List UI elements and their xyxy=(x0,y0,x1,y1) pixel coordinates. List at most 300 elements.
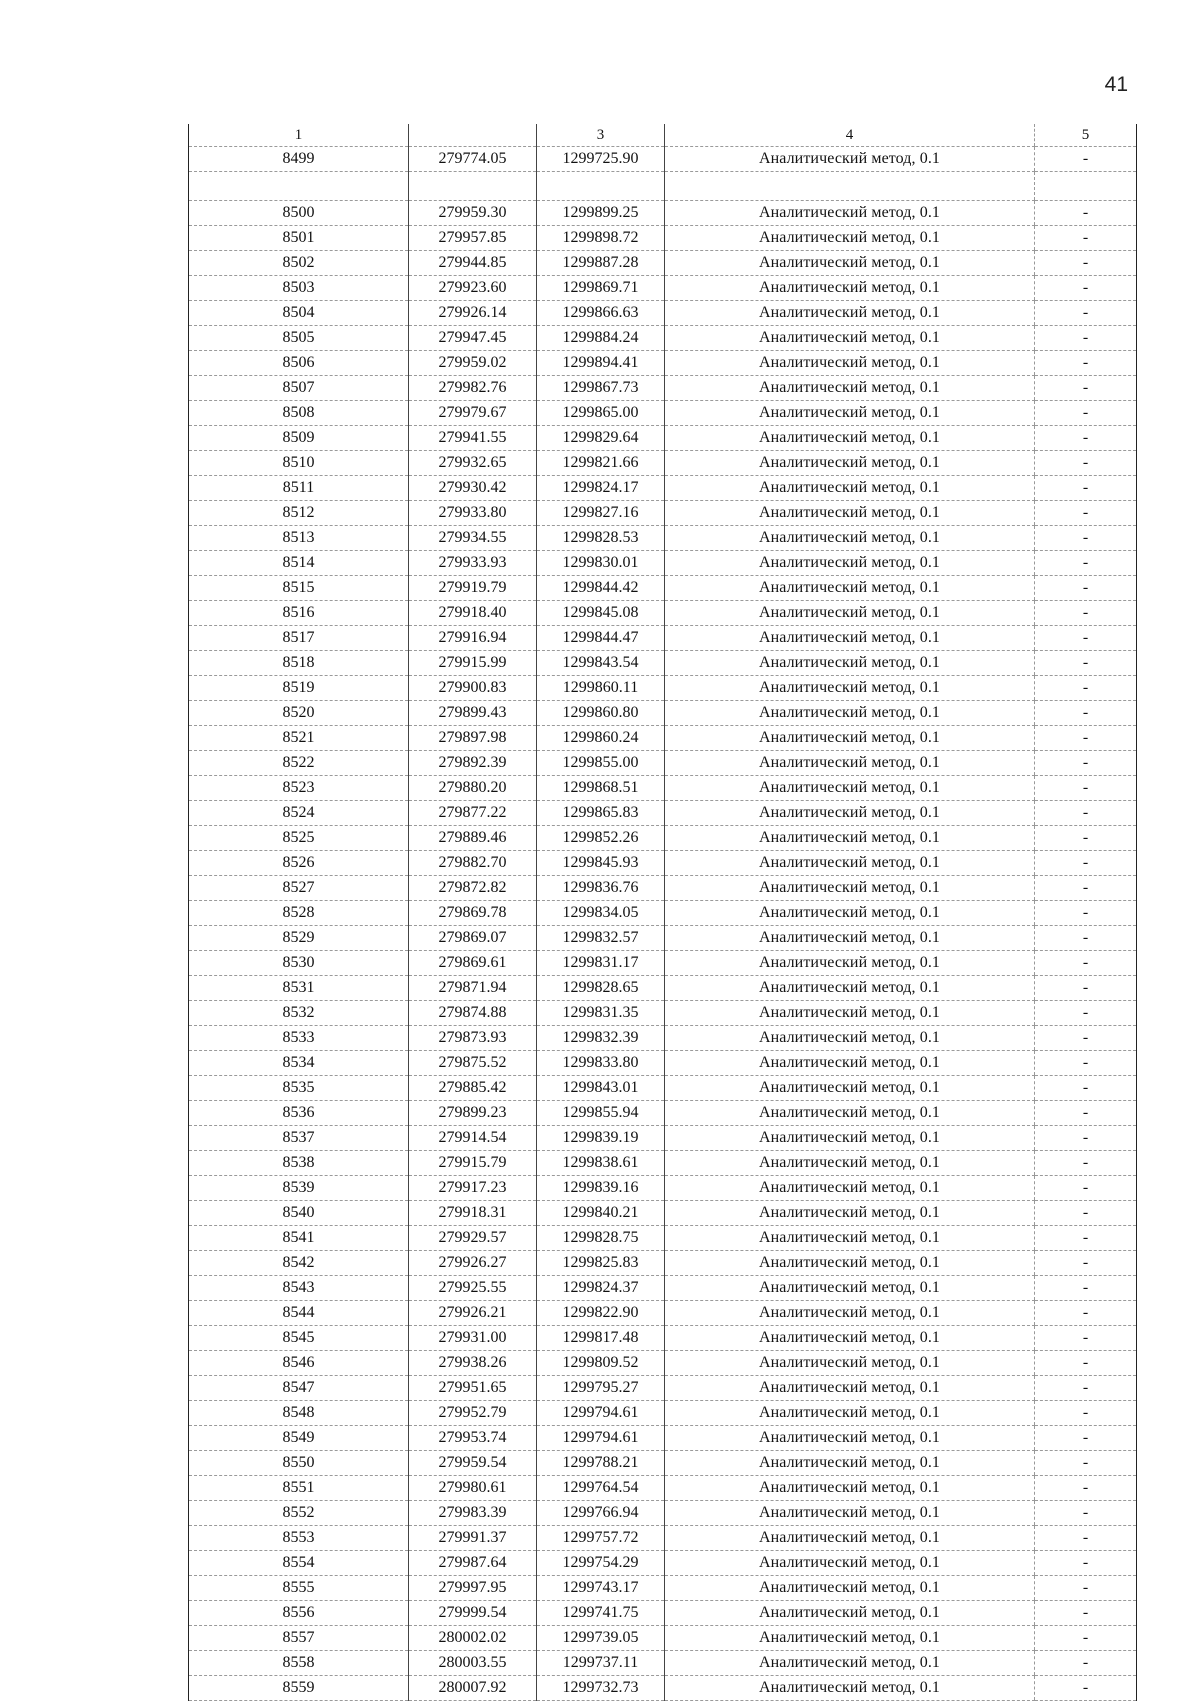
table-row xyxy=(189,826,1137,851)
point-number: 8555 xyxy=(189,1576,409,1601)
note-cell: - xyxy=(1035,601,1137,626)
table-row xyxy=(189,876,1137,901)
note-cell: - xyxy=(1035,1226,1137,1251)
method-cell: Аналитический метод, 0.1 xyxy=(665,451,1035,476)
point-number: 8510 xyxy=(189,451,409,476)
y-coordinate: 1299894.41 xyxy=(537,351,665,376)
x-coordinate: 279918.31 xyxy=(409,1201,537,1226)
y-coordinate: 1299867.73 xyxy=(537,376,665,401)
x-coordinate: 279917.23 xyxy=(409,1176,537,1201)
x-coordinate: 279982.76 xyxy=(409,376,537,401)
y-coordinate: 1299809.52 xyxy=(537,1351,665,1376)
point-number: 8503 xyxy=(189,276,409,301)
y-coordinate: 1299839.19 xyxy=(537,1126,665,1151)
table-row xyxy=(189,1426,1137,1451)
table-row xyxy=(189,1176,1137,1201)
x-coordinate: 279929.57 xyxy=(409,1226,537,1251)
table-row xyxy=(189,901,1137,926)
point-number: 8523 xyxy=(189,776,409,801)
x-coordinate: 279934.55 xyxy=(409,526,537,551)
y-coordinate: 1299868.51 xyxy=(537,776,665,801)
y-coordinate: 1299766.94 xyxy=(537,1501,665,1526)
y-coordinate: 1299827.16 xyxy=(537,501,665,526)
note-cell: - xyxy=(1035,1476,1137,1501)
point-number: 8543 xyxy=(189,1276,409,1301)
table-row xyxy=(189,776,1137,801)
y-coordinate: 1299795.27 xyxy=(537,1376,665,1401)
x-coordinate: 279926.21 xyxy=(409,1301,537,1326)
note-cell: - xyxy=(1035,1326,1137,1351)
x-coordinate: 279872.82 xyxy=(409,876,537,901)
point-number: 8544 xyxy=(189,1301,409,1326)
method-cell: Аналитический метод, 0.1 xyxy=(665,1226,1035,1251)
note-cell: - xyxy=(1035,1376,1137,1401)
x-coordinate: 279959.30 xyxy=(409,201,537,226)
y-coordinate: 1299860.80 xyxy=(537,701,665,726)
table-row xyxy=(189,1026,1137,1051)
y-coordinate: 1299830.01 xyxy=(537,551,665,576)
table-row xyxy=(189,1251,1137,1276)
point-number: 8559 xyxy=(189,1676,409,1701)
note-cell: - xyxy=(1035,301,1137,326)
y-coordinate: 1299855.94 xyxy=(537,1101,665,1126)
note-cell: - xyxy=(1035,1401,1137,1426)
table-row xyxy=(189,501,1137,526)
point-number: 8546 xyxy=(189,1351,409,1376)
x-coordinate: 279932.65 xyxy=(409,451,537,476)
method-cell: Аналитический метод, 0.1 xyxy=(665,501,1035,526)
x-coordinate: 279916.94 xyxy=(409,626,537,651)
point-number: 8508 xyxy=(189,401,409,426)
method-cell: Аналитический метод, 0.1 xyxy=(665,376,1035,401)
x-coordinate: 279999.54 xyxy=(409,1601,537,1626)
note-cell: - xyxy=(1035,1426,1137,1451)
x-coordinate: 279918.40 xyxy=(409,601,537,626)
table-row xyxy=(189,676,1137,701)
spacer-cell xyxy=(1035,172,1137,201)
point-number: 8550 xyxy=(189,1451,409,1476)
y-coordinate: 1299844.42 xyxy=(537,576,665,601)
x-coordinate: 279897.98 xyxy=(409,726,537,751)
y-coordinate: 1299828.75 xyxy=(537,1226,665,1251)
x-coordinate: 279892.39 xyxy=(409,751,537,776)
table-row xyxy=(189,276,1137,301)
method-cell: Аналитический метод, 0.1 xyxy=(665,976,1035,1001)
x-coordinate: 279925.55 xyxy=(409,1276,537,1301)
point-number: 8509 xyxy=(189,426,409,451)
point-number: 8558 xyxy=(189,1651,409,1676)
y-coordinate: 1299838.61 xyxy=(537,1151,665,1176)
note-cell: - xyxy=(1035,626,1137,651)
note-cell: - xyxy=(1035,1151,1137,1176)
method-cell: Аналитический метод, 0.1 xyxy=(665,1476,1035,1501)
note-cell: - xyxy=(1035,1351,1137,1376)
x-coordinate: 279915.99 xyxy=(409,651,537,676)
table-row xyxy=(189,601,1137,626)
note-cell: - xyxy=(1035,1026,1137,1051)
x-coordinate: 279933.93 xyxy=(409,551,537,576)
x-coordinate: 279983.39 xyxy=(409,1501,537,1526)
x-coordinate: 280002.02 xyxy=(409,1626,537,1651)
x-coordinate: 279959.02 xyxy=(409,351,537,376)
y-coordinate: 1299860.11 xyxy=(537,676,665,701)
y-coordinate: 1299832.57 xyxy=(537,926,665,951)
method-cell: Аналитический метод, 0.1 xyxy=(665,1426,1035,1451)
note-cell: - xyxy=(1035,1501,1137,1526)
table-row xyxy=(189,1551,1137,1576)
header-col-5: 5 xyxy=(1035,124,1137,147)
point-number: 8521 xyxy=(189,726,409,751)
note-cell: - xyxy=(1035,501,1137,526)
y-coordinate: 1299839.16 xyxy=(537,1176,665,1201)
table-row xyxy=(189,951,1137,976)
note-cell: - xyxy=(1035,251,1137,276)
table-row xyxy=(189,1151,1137,1176)
note-cell: - xyxy=(1035,1676,1137,1701)
y-coordinate: 1299833.80 xyxy=(537,1051,665,1076)
method-cell: Аналитический метод, 0.1 xyxy=(665,1076,1035,1101)
point-number: 8541 xyxy=(189,1226,409,1251)
note-cell: - xyxy=(1035,1301,1137,1326)
x-coordinate: 279869.61 xyxy=(409,951,537,976)
point-number: 8527 xyxy=(189,876,409,901)
table-row xyxy=(189,1376,1137,1401)
y-coordinate: 1299831.35 xyxy=(537,1001,665,1026)
method-cell: Аналитический метод, 0.1 xyxy=(665,1301,1035,1326)
y-coordinate: 1299845.93 xyxy=(537,851,665,876)
note-cell: - xyxy=(1035,1176,1137,1201)
note-cell: - xyxy=(1035,226,1137,251)
method-cell: Аналитический метод, 0.1 xyxy=(665,676,1035,701)
table-row xyxy=(189,1001,1137,1026)
method-cell: Аналитический метод, 0.1 xyxy=(665,851,1035,876)
method-cell: Аналитический метод, 0.1 xyxy=(665,776,1035,801)
table-row xyxy=(189,701,1137,726)
table-row xyxy=(189,1301,1137,1326)
x-coordinate: 279979.67 xyxy=(409,401,537,426)
point-number: 8556 xyxy=(189,1601,409,1626)
point-number: 8542 xyxy=(189,1251,409,1276)
note-cell: - xyxy=(1035,951,1137,976)
x-coordinate: 279951.65 xyxy=(409,1376,537,1401)
table-row xyxy=(189,1451,1137,1476)
y-coordinate: 1299822.90 xyxy=(537,1301,665,1326)
method-cell: Аналитический метод, 0.1 xyxy=(665,276,1035,301)
header-col-1: 1 xyxy=(189,124,409,147)
point-number: 8517 xyxy=(189,626,409,651)
table-row xyxy=(189,1076,1137,1101)
x-coordinate: 279991.37 xyxy=(409,1526,537,1551)
table-row xyxy=(189,401,1137,426)
x-coordinate: 279899.43 xyxy=(409,701,537,726)
method-cell: Аналитический метод, 0.1 xyxy=(665,1376,1035,1401)
method-cell: Аналитический метод, 0.1 xyxy=(665,301,1035,326)
method-cell: Аналитический метод, 0.1 xyxy=(665,1451,1035,1476)
x-coordinate: 279871.94 xyxy=(409,976,537,1001)
point-number: 8554 xyxy=(189,1551,409,1576)
method-cell: Аналитический метод, 0.1 xyxy=(665,1651,1035,1676)
table-header-row xyxy=(189,124,1137,147)
y-coordinate: 1299794.61 xyxy=(537,1426,665,1451)
note-cell: - xyxy=(1035,776,1137,801)
note-cell: - xyxy=(1035,726,1137,751)
table-row xyxy=(189,651,1137,676)
method-cell: Аналитический метод, 0.1 xyxy=(665,826,1035,851)
point-number: 8551 xyxy=(189,1476,409,1501)
method-cell: Аналитический метод, 0.1 xyxy=(665,1626,1035,1651)
point-number: 8502 xyxy=(189,251,409,276)
y-coordinate: 1299899.25 xyxy=(537,201,665,226)
x-coordinate: 279874.88 xyxy=(409,1001,537,1026)
method-cell: Аналитический метод, 0.1 xyxy=(665,1576,1035,1601)
method-cell: Аналитический метод, 0.1 xyxy=(665,147,1035,172)
point-number: 8512 xyxy=(189,501,409,526)
table-row xyxy=(189,1351,1137,1376)
note-cell: - xyxy=(1035,1601,1137,1626)
point-number: 8545 xyxy=(189,1326,409,1351)
note-cell: - xyxy=(1035,276,1137,301)
method-cell: Аналитический метод, 0.1 xyxy=(665,601,1035,626)
note-cell: - xyxy=(1035,526,1137,551)
point-number: 8529 xyxy=(189,926,409,951)
note-cell: - xyxy=(1035,351,1137,376)
y-coordinate: 1299825.83 xyxy=(537,1251,665,1276)
y-coordinate: 1299855.00 xyxy=(537,751,665,776)
note-cell: - xyxy=(1035,1651,1137,1676)
note-cell: - xyxy=(1035,326,1137,351)
method-cell: Аналитический метод, 0.1 xyxy=(665,1276,1035,1301)
table-row xyxy=(189,147,1137,172)
note-cell: - xyxy=(1035,551,1137,576)
method-cell: Аналитический метод, 0.1 xyxy=(665,1101,1035,1126)
x-coordinate: 280007.92 xyxy=(409,1676,537,1701)
method-cell: Аналитический метод, 0.1 xyxy=(665,626,1035,651)
x-coordinate: 279959.54 xyxy=(409,1451,537,1476)
x-coordinate: 279952.79 xyxy=(409,1401,537,1426)
y-coordinate: 1299737.11 xyxy=(537,1651,665,1676)
table-row xyxy=(189,626,1137,651)
note-cell: - xyxy=(1035,1576,1137,1601)
note-cell: - xyxy=(1035,651,1137,676)
y-coordinate: 1299824.37 xyxy=(537,1276,665,1301)
x-coordinate: 279980.61 xyxy=(409,1476,537,1501)
table-row xyxy=(189,451,1137,476)
point-number: 8506 xyxy=(189,351,409,376)
y-coordinate: 1299754.29 xyxy=(537,1551,665,1576)
note-cell: - xyxy=(1035,826,1137,851)
point-number: 8538 xyxy=(189,1151,409,1176)
point-number: 8531 xyxy=(189,976,409,1001)
point-number: 8547 xyxy=(189,1376,409,1401)
method-cell: Аналитический метод, 0.1 xyxy=(665,1126,1035,1151)
y-coordinate: 1299829.64 xyxy=(537,426,665,451)
x-coordinate: 279941.55 xyxy=(409,426,537,451)
y-coordinate: 1299831.17 xyxy=(537,951,665,976)
y-coordinate: 1299884.24 xyxy=(537,326,665,351)
point-number: 8522 xyxy=(189,751,409,776)
point-number: 8525 xyxy=(189,826,409,851)
point-number: 8553 xyxy=(189,1526,409,1551)
point-number: 8514 xyxy=(189,551,409,576)
note-cell: - xyxy=(1035,201,1137,226)
method-cell: Аналитический метод, 0.1 xyxy=(665,201,1035,226)
method-cell: Аналитический метод, 0.1 xyxy=(665,426,1035,451)
table-row xyxy=(189,1126,1137,1151)
x-coordinate: 279919.79 xyxy=(409,576,537,601)
note-cell: - xyxy=(1035,476,1137,501)
x-coordinate: 279987.64 xyxy=(409,1551,537,1576)
point-number: 8552 xyxy=(189,1501,409,1526)
y-coordinate: 1299836.76 xyxy=(537,876,665,901)
y-coordinate: 1299866.63 xyxy=(537,301,665,326)
x-coordinate: 279869.78 xyxy=(409,901,537,926)
table-row xyxy=(189,1326,1137,1351)
point-number: 8513 xyxy=(189,526,409,551)
x-coordinate: 279877.22 xyxy=(409,801,537,826)
point-number: 8499 xyxy=(189,147,409,172)
table-row xyxy=(189,1276,1137,1301)
table-row xyxy=(189,926,1137,951)
y-coordinate: 1299840.21 xyxy=(537,1201,665,1226)
x-coordinate: 279882.70 xyxy=(409,851,537,876)
note-cell: - xyxy=(1035,976,1137,1001)
note-cell: - xyxy=(1035,147,1137,172)
y-coordinate: 1299817.48 xyxy=(537,1326,665,1351)
table-row xyxy=(189,1651,1137,1676)
spacer-row xyxy=(189,172,1137,201)
method-cell: Аналитический метод, 0.1 xyxy=(665,326,1035,351)
table-row xyxy=(189,1576,1137,1601)
method-cell: Аналитический метод, 0.1 xyxy=(665,751,1035,776)
y-coordinate: 1299757.72 xyxy=(537,1526,665,1551)
x-coordinate: 279957.85 xyxy=(409,226,537,251)
method-cell: Аналитический метод, 0.1 xyxy=(665,901,1035,926)
method-cell: Аналитический метод, 0.1 xyxy=(665,1351,1035,1376)
note-cell: - xyxy=(1035,426,1137,451)
table-row xyxy=(189,226,1137,251)
note-cell: - xyxy=(1035,1001,1137,1026)
x-coordinate: 279923.60 xyxy=(409,276,537,301)
point-number: 8526 xyxy=(189,851,409,876)
point-number: 8535 xyxy=(189,1076,409,1101)
table-row xyxy=(189,526,1137,551)
point-number: 8505 xyxy=(189,326,409,351)
method-cell: Аналитический метод, 0.1 xyxy=(665,351,1035,376)
y-coordinate: 1299865.00 xyxy=(537,401,665,426)
point-number: 8500 xyxy=(189,201,409,226)
method-cell: Аналитический метод, 0.1 xyxy=(665,876,1035,901)
method-cell: Аналитический метод, 0.1 xyxy=(665,251,1035,276)
point-number: 8534 xyxy=(189,1051,409,1076)
point-number: 8511 xyxy=(189,476,409,501)
note-cell: - xyxy=(1035,1626,1137,1651)
table-row xyxy=(189,801,1137,826)
method-cell: Аналитический метод, 0.1 xyxy=(665,1501,1035,1526)
y-coordinate: 1299844.47 xyxy=(537,626,665,651)
method-cell: Аналитический метод, 0.1 xyxy=(665,951,1035,976)
point-number: 8536 xyxy=(189,1101,409,1126)
point-number: 8549 xyxy=(189,1426,409,1451)
y-coordinate: 1299843.01 xyxy=(537,1076,665,1101)
note-cell: - xyxy=(1035,1051,1137,1076)
y-coordinate: 1299887.28 xyxy=(537,251,665,276)
note-cell: - xyxy=(1035,676,1137,701)
table-row xyxy=(189,1201,1137,1226)
note-cell: - xyxy=(1035,926,1137,951)
table-row xyxy=(189,751,1137,776)
x-coordinate: 279947.45 xyxy=(409,326,537,351)
table-row xyxy=(189,576,1137,601)
note-cell: - xyxy=(1035,901,1137,926)
method-cell: Аналитический метод, 0.1 xyxy=(665,1401,1035,1426)
method-cell: Аналитический метод, 0.1 xyxy=(665,1151,1035,1176)
spacer-cell xyxy=(409,172,537,201)
method-cell: Аналитический метод, 0.1 xyxy=(665,1601,1035,1626)
y-coordinate: 1299764.54 xyxy=(537,1476,665,1501)
point-number: 8518 xyxy=(189,651,409,676)
table-row xyxy=(189,201,1137,226)
note-cell: - xyxy=(1035,1451,1137,1476)
table-row xyxy=(189,351,1137,376)
x-coordinate: 279914.54 xyxy=(409,1126,537,1151)
point-number: 8532 xyxy=(189,1001,409,1026)
method-cell: Аналитический метод, 0.1 xyxy=(665,1526,1035,1551)
note-cell: - xyxy=(1035,1251,1137,1276)
method-cell: Аналитический метод, 0.1 xyxy=(665,526,1035,551)
y-coordinate: 1299828.65 xyxy=(537,976,665,1001)
table-row xyxy=(189,1476,1137,1501)
note-cell: - xyxy=(1035,1526,1137,1551)
x-coordinate: 279915.79 xyxy=(409,1151,537,1176)
x-coordinate: 279880.20 xyxy=(409,776,537,801)
note-cell: - xyxy=(1035,1126,1137,1151)
x-coordinate: 279931.00 xyxy=(409,1326,537,1351)
note-cell: - xyxy=(1035,576,1137,601)
table-row xyxy=(189,976,1137,1001)
note-cell: - xyxy=(1035,1551,1137,1576)
note-cell: - xyxy=(1035,376,1137,401)
point-number: 8504 xyxy=(189,301,409,326)
y-coordinate: 1299743.17 xyxy=(537,1576,665,1601)
method-cell: Аналитический метод, 0.1 xyxy=(665,1201,1035,1226)
method-cell: Аналитический метод, 0.1 xyxy=(665,401,1035,426)
x-coordinate: 279899.23 xyxy=(409,1101,537,1126)
note-cell: - xyxy=(1035,1201,1137,1226)
method-cell: Аналитический метод, 0.1 xyxy=(665,726,1035,751)
x-coordinate: 279774.05 xyxy=(409,147,537,172)
table-row xyxy=(189,1401,1137,1426)
table-row xyxy=(189,1626,1137,1651)
page-number: 41 xyxy=(1104,73,1128,96)
table-row xyxy=(189,251,1137,276)
table-row xyxy=(189,851,1137,876)
note-cell: - xyxy=(1035,876,1137,901)
y-coordinate: 1299828.53 xyxy=(537,526,665,551)
point-number: 8530 xyxy=(189,951,409,976)
y-coordinate: 1299865.83 xyxy=(537,801,665,826)
point-number: 8539 xyxy=(189,1176,409,1201)
x-coordinate: 279953.74 xyxy=(409,1426,537,1451)
x-coordinate: 279885.42 xyxy=(409,1076,537,1101)
y-coordinate: 1299732.73 xyxy=(537,1676,665,1701)
table-row xyxy=(189,301,1137,326)
note-cell: - xyxy=(1035,1101,1137,1126)
x-coordinate: 279926.27 xyxy=(409,1251,537,1276)
method-cell: Аналитический метод, 0.1 xyxy=(665,1001,1035,1026)
note-cell: - xyxy=(1035,751,1137,776)
point-number: 8515 xyxy=(189,576,409,601)
y-coordinate: 1299741.75 xyxy=(537,1601,665,1626)
